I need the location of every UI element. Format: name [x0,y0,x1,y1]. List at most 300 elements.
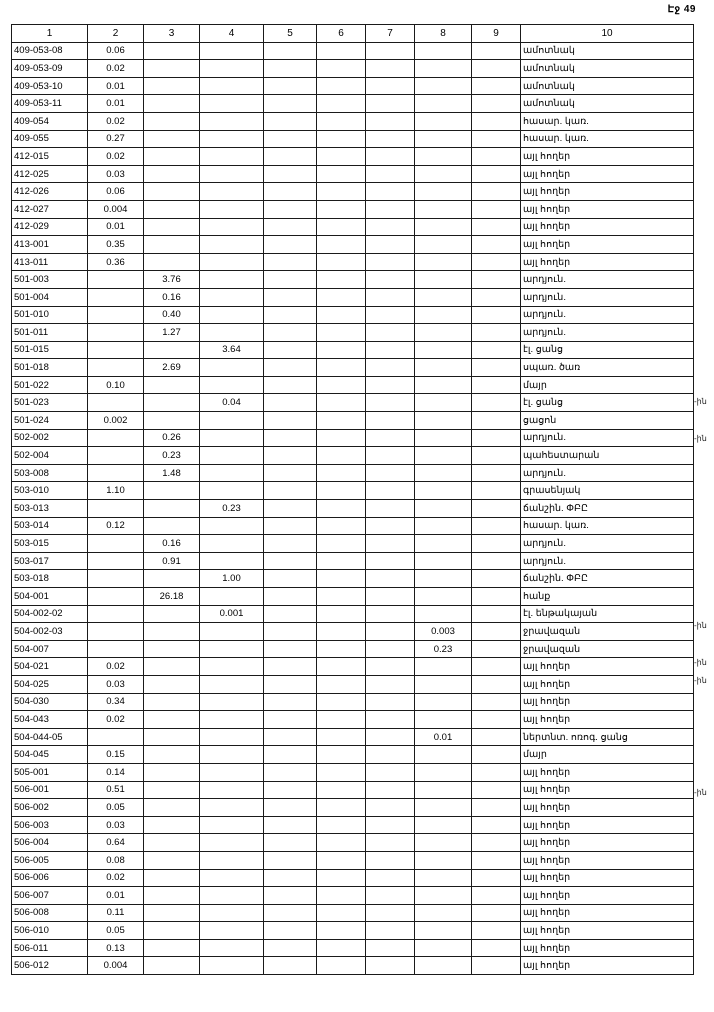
table-row [12,200,694,218]
column-header-9: 9 [472,25,521,43]
column-header-5: 5 [264,25,317,43]
cell-col9 [472,183,521,201]
cell-col4 [200,359,264,377]
cell-code: 412-029 [12,218,88,236]
cell-col4 [200,77,264,95]
cell-col5 [264,887,317,905]
cell-col7 [366,183,415,201]
cell-col6 [317,130,366,148]
table-row [12,359,694,377]
cell-col3 [144,623,200,641]
cell-col5 [264,746,317,764]
cell-col4 [200,200,264,218]
cell-code: 506-005 [12,851,88,869]
cell-col9 [472,904,521,922]
table-row [12,341,694,359]
cell-col2 [88,359,144,377]
cell-col9 [472,851,521,869]
cell-col4: 0.04 [200,394,264,412]
cell-col7 [366,851,415,869]
cell-col9 [472,482,521,500]
cell-col4 [200,95,264,113]
cell-col6 [317,711,366,729]
cell-col6 [317,675,366,693]
cell-code: 505-001 [12,763,88,781]
cell-col3 [144,763,200,781]
column-header-8: 8 [415,25,472,43]
cell-col7 [366,552,415,570]
cell-col8 [415,799,472,817]
cell-col6 [317,869,366,887]
cell-code: 504-002-03 [12,623,88,641]
cell-col6 [317,77,366,95]
cell-col4 [200,781,264,799]
cell-col7 [366,130,415,148]
cell-col3 [144,570,200,588]
margin-annotation: -ին [694,657,707,667]
cell-col8 [415,482,472,500]
cell-col7 [366,112,415,130]
cell-designation: ջրավազան [521,640,694,658]
cell-col4 [200,412,264,430]
cell-col3: 0.91 [144,552,200,570]
cell-col3 [144,341,200,359]
cell-designation: արդյուն. [521,535,694,553]
cell-col8 [415,781,472,799]
cell-col7 [366,359,415,377]
cell-col9 [472,77,521,95]
cell-col6 [317,500,366,518]
cell-col2 [88,552,144,570]
cell-code: 506-008 [12,904,88,922]
cell-col8 [415,922,472,940]
cell-code: 502-002 [12,429,88,447]
cell-col4 [200,482,264,500]
cell-col4 [200,922,264,940]
cell-col8 [415,200,472,218]
cell-col3 [144,711,200,729]
cell-designation: արդյուն. [521,306,694,324]
cell-col5 [264,60,317,78]
cell-col6 [317,746,366,764]
table-row [12,922,694,940]
cell-col2: 0.02 [88,112,144,130]
table-row [12,112,694,130]
column-header-2: 2 [88,25,144,43]
margin-annotation: -ին [694,620,707,630]
cell-col2: 0.01 [88,95,144,113]
table-row [12,148,694,166]
cell-col6 [317,42,366,60]
cell-col9 [472,60,521,78]
cell-col8 [415,869,472,887]
cell-col6 [317,394,366,412]
cell-col2: 0.02 [88,711,144,729]
cell-col6 [317,922,366,940]
cell-col7 [366,816,415,834]
table-row [12,306,694,324]
cell-col9 [472,429,521,447]
cell-col9 [472,464,521,482]
cell-col9 [472,658,521,676]
cell-designation: այլ հողեր [521,658,694,676]
cell-col2: 0.10 [88,376,144,394]
table-row [12,887,694,905]
cell-col6 [317,236,366,254]
cell-col6 [317,200,366,218]
cell-col7 [366,500,415,518]
cell-col4 [200,60,264,78]
cell-col6 [317,60,366,78]
cell-col2: 0.004 [88,200,144,218]
cell-col5 [264,799,317,817]
cell-col8 [415,394,472,412]
cell-col2 [88,271,144,289]
cell-col5 [264,95,317,113]
cell-col7 [366,711,415,729]
table-row [12,236,694,254]
cell-col9 [472,939,521,957]
table-header [12,25,694,43]
cell-designation: այլ հողեր [521,236,694,254]
cell-code: 502-004 [12,447,88,465]
cell-col4: 3.64 [200,341,264,359]
cell-col8 [415,834,472,852]
cell-col5 [264,236,317,254]
cell-col5 [264,447,317,465]
table-row [12,623,694,641]
cell-col5 [264,464,317,482]
cell-col2: 0.002 [88,412,144,430]
cell-designation: ճանշին. ՓԲԸ [521,570,694,588]
cell-col9 [472,605,521,623]
cell-col3: 0.23 [144,447,200,465]
cell-col6 [317,306,366,324]
cell-col6 [317,341,366,359]
cell-col8 [415,148,472,166]
table-row [12,869,694,887]
cell-designation: այլ հողեր [521,922,694,940]
cell-designation: ամոտնակ [521,95,694,113]
cell-col3 [144,42,200,60]
cell-col8 [415,711,472,729]
cell-col2: 0.36 [88,253,144,271]
table-row [12,675,694,693]
cell-col6 [317,412,366,430]
cell-col5 [264,922,317,940]
cell-code: 504-002-02 [12,605,88,623]
cell-code: 501-004 [12,288,88,306]
cell-code: 504-030 [12,693,88,711]
cell-col2: 0.15 [88,746,144,764]
table-row [12,517,694,535]
cell-designation: այլ հողեր [521,200,694,218]
cell-col9 [472,781,521,799]
cell-col3 [144,816,200,834]
cell-designation: հասար. կառ. [521,517,694,535]
cell-designation: այլ հողեր [521,887,694,905]
cell-col9 [472,324,521,342]
margin-annotation: -ին [694,396,707,406]
cell-col2: 0.05 [88,922,144,940]
cell-col6 [317,183,366,201]
cell-col4 [200,429,264,447]
cell-col8 [415,605,472,623]
cell-col3 [144,376,200,394]
cell-col3 [144,746,200,764]
cell-col3 [144,165,200,183]
table-row [12,746,694,764]
cell-col5 [264,200,317,218]
cell-code: 503-008 [12,464,88,482]
cell-col5 [264,711,317,729]
cell-col5 [264,218,317,236]
cell-col6 [317,464,366,482]
cell-col7 [366,376,415,394]
cell-col5 [264,517,317,535]
table-row [12,781,694,799]
cell-col5 [264,130,317,148]
cell-code: 413-001 [12,236,88,254]
cell-code: 503-018 [12,570,88,588]
cell-col7 [366,693,415,711]
cell-col9 [472,588,521,606]
cell-designation: այլ հողեր [521,711,694,729]
cell-col8 [415,447,472,465]
cell-col4 [200,183,264,201]
cell-designation: ամոտնակ [521,60,694,78]
cell-col3 [144,77,200,95]
cell-col5 [264,306,317,324]
cell-col6 [317,834,366,852]
cell-col7 [366,640,415,658]
cell-col3 [144,887,200,905]
cell-col4 [200,165,264,183]
cell-col2 [88,605,144,623]
cell-col9 [472,552,521,570]
cell-col9 [472,570,521,588]
land-registry-table-container [11,24,693,975]
cell-col5 [264,605,317,623]
cell-code: 501-015 [12,341,88,359]
cell-code: 503-010 [12,482,88,500]
cell-col7 [366,781,415,799]
table-row [12,500,694,518]
table-row [12,904,694,922]
cell-col7 [366,957,415,975]
cell-col3 [144,253,200,271]
cell-col8 [415,77,472,95]
cell-col9 [472,218,521,236]
cell-col5 [264,640,317,658]
cell-code: 412-025 [12,165,88,183]
table-row [12,799,694,817]
cell-col6 [317,324,366,342]
cell-col3 [144,200,200,218]
cell-col8 [415,218,472,236]
cell-col9 [472,165,521,183]
cell-col9 [472,887,521,905]
cell-col3 [144,640,200,658]
cell-col2 [88,570,144,588]
cell-code: 409-053-11 [12,95,88,113]
cell-col2: 0.51 [88,781,144,799]
cell-col9 [472,130,521,148]
cell-code: 503-017 [12,552,88,570]
table-row [12,95,694,113]
page-number-label: Էջ 49 [667,4,696,15]
cell-col9 [472,236,521,254]
land-registry-table [11,24,694,975]
cell-col3: 3.76 [144,271,200,289]
margin-annotation: -ին [694,434,707,444]
table-row [12,464,694,482]
cell-col4 [200,746,264,764]
cell-designation: այլ հողեր [521,148,694,166]
column-header-6: 6 [317,25,366,43]
cell-col8 [415,183,472,201]
cell-col9 [472,271,521,289]
cell-col3 [144,60,200,78]
cell-code: 501-018 [12,359,88,377]
cell-col7 [366,148,415,166]
cell-col3 [144,851,200,869]
cell-col9 [472,834,521,852]
table-row [12,42,694,60]
cell-code: 409-055 [12,130,88,148]
cell-col7 [366,746,415,764]
cell-col5 [264,728,317,746]
cell-col2: 0.02 [88,60,144,78]
cell-col5 [264,781,317,799]
cell-col4 [200,130,264,148]
cell-col3 [144,500,200,518]
cell-col2: 0.06 [88,183,144,201]
cell-col3 [144,183,200,201]
cell-col2: 0.06 [88,42,144,60]
column-header-3: 3 [144,25,200,43]
table-header-row [12,25,694,43]
cell-col6 [317,605,366,623]
cell-col9 [472,693,521,711]
cell-designation: այլ հողեր [521,253,694,271]
cell-designation: հասար. կառ. [521,130,694,148]
cell-col4 [200,728,264,746]
column-header-7: 7 [366,25,415,43]
cell-col2: 0.34 [88,693,144,711]
cell-col4 [200,42,264,60]
cell-col4 [200,851,264,869]
cell-col8 [415,658,472,676]
cell-col2: 0.02 [88,658,144,676]
cell-col7 [366,728,415,746]
cell-code: 506-010 [12,922,88,940]
table-row [12,957,694,975]
cell-col7 [366,464,415,482]
cell-col5 [264,359,317,377]
cell-designation: այլ հողեր [521,939,694,957]
cell-col6 [317,218,366,236]
cell-col4 [200,904,264,922]
cell-col4 [200,834,264,852]
cell-col8: 0.003 [415,623,472,641]
cell-col3 [144,781,200,799]
cell-col4 [200,218,264,236]
cell-col2 [88,306,144,324]
cell-col7 [366,429,415,447]
cell-col3 [144,236,200,254]
cell-col3: 0.16 [144,535,200,553]
cell-col8 [415,957,472,975]
cell-col4 [200,588,264,606]
cell-col7 [366,60,415,78]
cell-col5 [264,939,317,957]
cell-col8 [415,253,472,271]
cell-col3 [144,658,200,676]
cell-designation: էլ. ցանց [521,394,694,412]
table-row [12,253,694,271]
cell-col4 [200,306,264,324]
cell-col3 [144,799,200,817]
cell-designation: պահեստարան [521,447,694,465]
cell-designation: այլ հողեր [521,675,694,693]
cell-col8 [415,851,472,869]
cell-col9 [472,253,521,271]
cell-col5 [264,957,317,975]
cell-col5 [264,904,317,922]
cell-col2: 0.14 [88,763,144,781]
cell-col6 [317,693,366,711]
cell-code: 501-022 [12,376,88,394]
cell-col6 [317,552,366,570]
cell-designation: ամոտնակ [521,77,694,95]
cell-code: 506-003 [12,816,88,834]
cell-designation: արդյուն. [521,324,694,342]
cell-col6 [317,658,366,676]
table-row [12,271,694,289]
cell-col2 [88,640,144,658]
cell-col4 [200,517,264,535]
cell-col7 [366,675,415,693]
cell-col4 [200,763,264,781]
cell-code: 504-001 [12,588,88,606]
cell-col8 [415,42,472,60]
cell-col2: 0.11 [88,904,144,922]
cell-col6 [317,517,366,535]
cell-col8 [415,429,472,447]
cell-col6 [317,535,366,553]
cell-col6 [317,939,366,957]
cell-col4: 0.23 [200,500,264,518]
cell-designation: այլ հողեր [521,834,694,852]
cell-code: 501-010 [12,306,88,324]
cell-col7 [366,763,415,781]
cell-col9 [472,412,521,430]
cell-col5 [264,869,317,887]
table-row [12,376,694,394]
table-row [12,429,694,447]
cell-designation: արդյուն. [521,552,694,570]
cell-col3 [144,394,200,412]
cell-col7 [366,447,415,465]
column-header-10: 10 [521,25,694,43]
cell-designation: գրասենյակ [521,482,694,500]
cell-code: 501-011 [12,324,88,342]
cell-col9 [472,746,521,764]
cell-col2 [88,728,144,746]
cell-col9 [472,42,521,60]
cell-code: 409-053-10 [12,77,88,95]
